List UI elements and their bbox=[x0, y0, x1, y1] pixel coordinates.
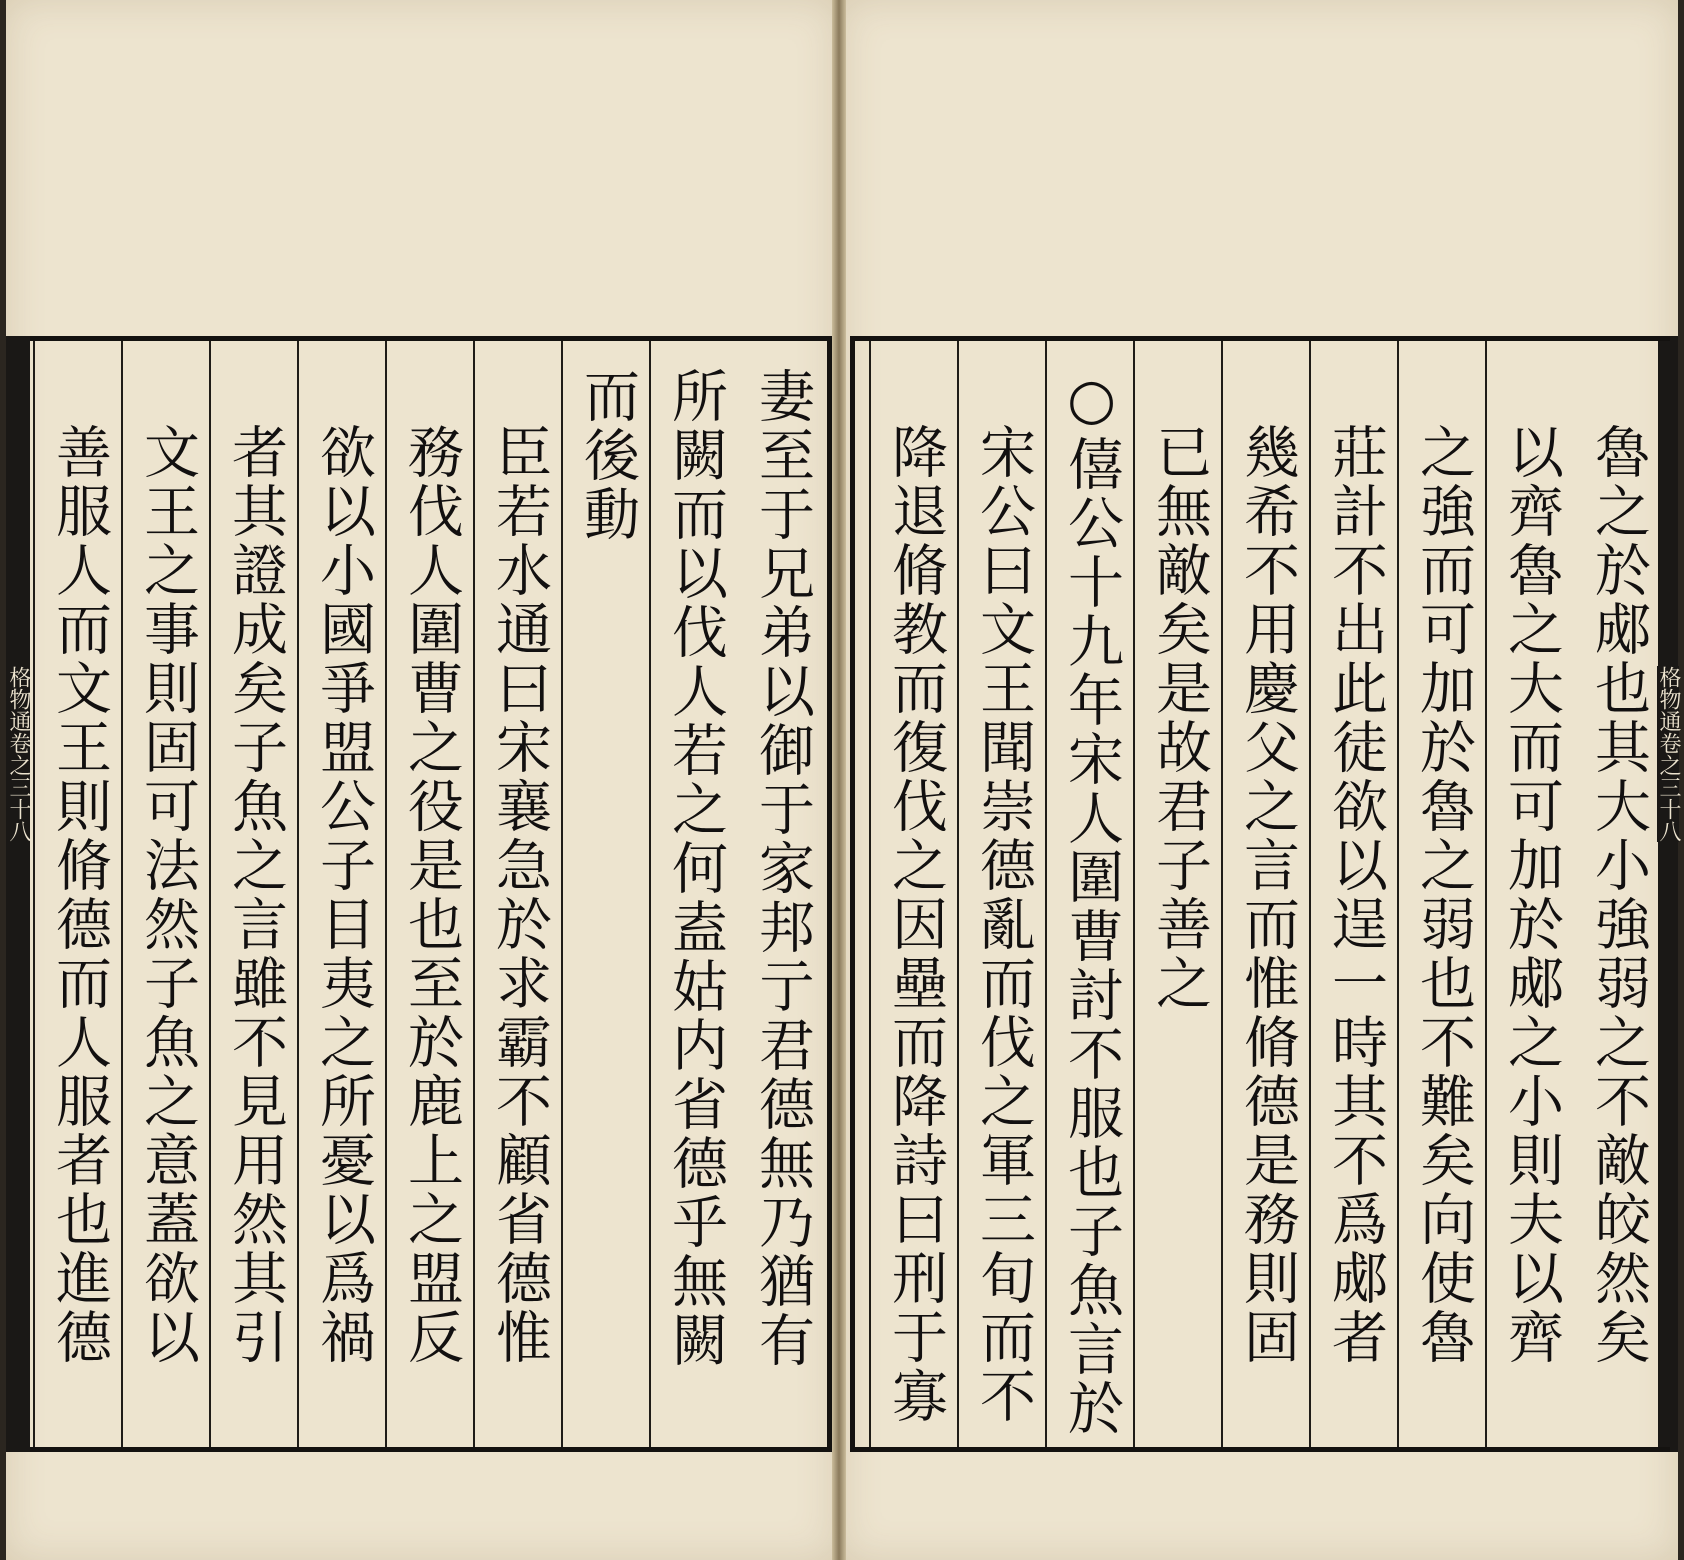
text-column: 者其證成矣子魚之言雖不見用然其引 bbox=[209, 341, 299, 1447]
text-column: 莊計不出此徒欲以逞一時其不爲郕者 bbox=[1309, 341, 1399, 1447]
book-gutter bbox=[832, 0, 846, 1560]
text-column: 幾希不用慶父之言而惟脩德是務則固 bbox=[1221, 341, 1311, 1447]
text-column: 務伐人圍曹之役是也至於鹿上之盟反 bbox=[385, 341, 475, 1447]
text-column: 之強而可加於魯之弱也不難矣向使魯 bbox=[1397, 341, 1487, 1447]
text-column: 以齊魯之大而可加於郕之小則夫以齊 bbox=[1485, 341, 1575, 1447]
right-margin-label: 格物通卷之三十八 bbox=[1656, 666, 1681, 842]
text-column: 臣若水通曰宋襄急於求霸不顧省德惟 bbox=[473, 341, 563, 1447]
text-column: 所闕而以伐人若之何盍姑内省德乎無闕 bbox=[649, 341, 739, 1447]
left-margin-block bbox=[6, 336, 30, 1452]
left-margin-label: 格物通卷之三十八 bbox=[6, 666, 31, 842]
text-column: 善服人而文王則脩德而人服者也進德 bbox=[33, 341, 123, 1447]
left-text-frame bbox=[30, 336, 832, 1452]
right-text-frame bbox=[850, 336, 1670, 1452]
text-column: ○僖公十九年宋人圍曹討不服也子魚言於 bbox=[1045, 341, 1135, 1447]
text-column: 欲以小國爭盟公子目夷之所憂以爲禍 bbox=[297, 341, 387, 1447]
text-column: 宋公曰文王聞崇德亂而伐之軍三旬而不 bbox=[957, 341, 1047, 1447]
text-column: 而後動 bbox=[561, 341, 651, 1447]
text-column: 妻至于兄弟以御于家邦亍君德無乃猶有 bbox=[750, 367, 815, 1370]
text-column: 已無敵矣是故君子善之 bbox=[1133, 341, 1223, 1447]
text-column: 魯之於郕也其大小強弱之不敵皎然矣 bbox=[1586, 423, 1651, 1367]
text-column: 降退脩教而復伐之因壘而降詩曰刑于寡 bbox=[869, 341, 959, 1447]
text-column: 文王之事則固可法然子魚之意蓋欲以 bbox=[121, 341, 211, 1447]
